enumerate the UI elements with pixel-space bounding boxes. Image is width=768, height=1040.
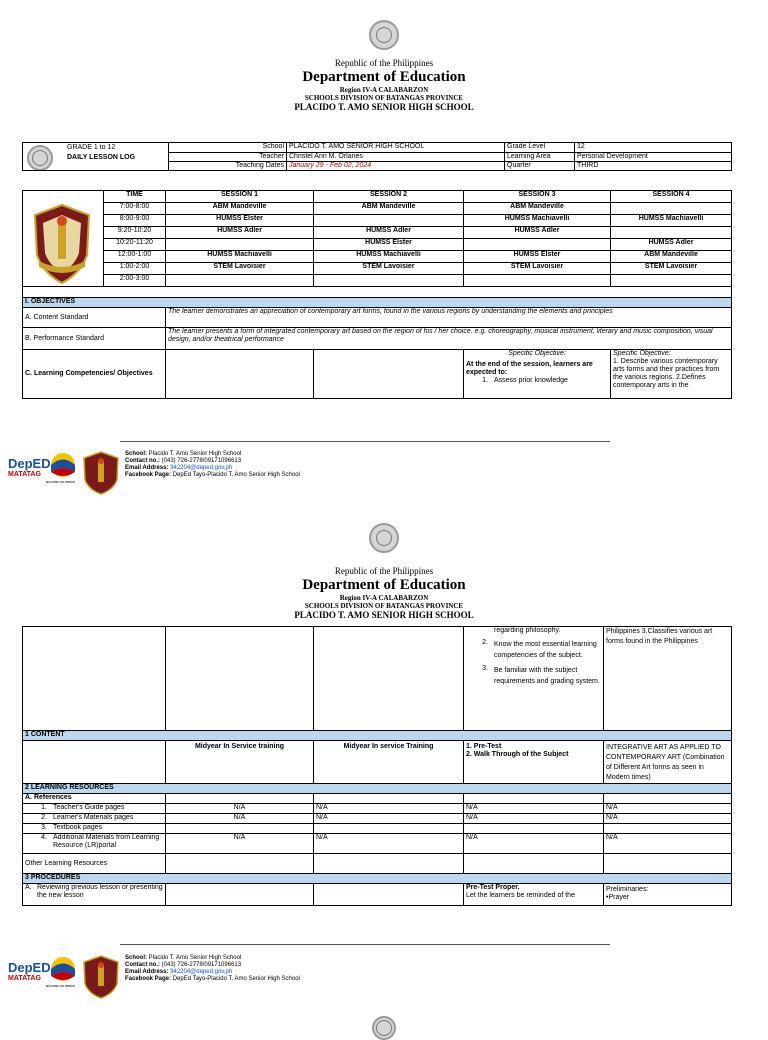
schedule-time: 9:20-10:20 <box>104 227 166 239</box>
schedule-cell: HUMSS Adler <box>464 227 611 239</box>
school-logo-icon <box>27 145 53 171</box>
dll-title: DAILY LESSON LOG <box>67 154 136 161</box>
footer-school-label: School: <box>125 955 147 961</box>
schedule-cell <box>314 215 464 227</box>
footer-contact-label: Contact no.: <box>125 962 160 968</box>
info-title-cell <box>23 143 169 171</box>
footer-school-value: Placido T. Amo Senior High School <box>148 955 242 961</box>
deped-logo-text: DepED <box>8 456 51 471</box>
schedule-cell <box>166 239 314 251</box>
resource-cell: N/A <box>604 834 732 854</box>
content-session1: Midyear In Service training <box>166 741 314 784</box>
footer-divider <box>120 441 610 442</box>
school-crest-cell <box>23 191 104 287</box>
bagong-pilipinas-logo-icon <box>48 956 78 984</box>
schedule-time: 2:00-3:00 <box>104 275 166 287</box>
footer-divider <box>120 944 610 945</box>
lesson-table <box>22 626 732 906</box>
region-text: Region IV-A CALABARZON <box>339 86 429 94</box>
footer-fb-value: DepEd Tayo-Placido T. Amo Senior High School <box>172 976 300 982</box>
resource-cell <box>464 824 604 834</box>
competencies-session1 <box>166 350 314 399</box>
references-cell <box>166 794 314 804</box>
content-label-cell <box>23 741 166 784</box>
competencies-session4 <box>611 350 732 399</box>
schedule-header-session1: SESSION 1 <box>166 191 314 203</box>
content-pretest: 1. Pre-Test <box>466 743 502 750</box>
objective-item <box>466 665 601 687</box>
schedule-cell: STEM Lavoisier <box>166 263 314 275</box>
letterhead <box>0 566 768 621</box>
resource-name: Additional Materials from Learning Resource (LR)portal <box>53 834 160 849</box>
procedure-a-session4 <box>604 884 732 906</box>
objective-intro: At the end of the session, learners are expected to: <box>466 361 593 376</box>
schedule-time: 8:00-9:00 <box>104 215 166 227</box>
objective-item-number: 3. <box>482 665 488 672</box>
schedule-cell: HUMSS Adler <box>166 227 314 239</box>
deped-logo <box>8 456 51 478</box>
school-title: PLACIDO T. AMO SENIOR HIGH SCHOOL <box>294 610 474 620</box>
schedule-cell <box>611 203 732 215</box>
school-title: PLACIDO T. AMO SENIOR HIGH SCHOOL <box>294 102 474 112</box>
footer-email-label: Email Address: <box>125 465 169 471</box>
quarter-label: Quarter <box>505 162 575 171</box>
deped-logo-text: DepED <box>8 960 51 975</box>
teacher-value: Christel Ann M. Orlanes <box>287 153 505 162</box>
schedule-table <box>22 190 732 399</box>
schedule-cell: STEM Lavoisier <box>314 263 464 275</box>
procedure-a-label <box>23 884 166 906</box>
objective-item-number: 1. <box>482 377 488 384</box>
quarter-value: THIRD <box>575 162 732 171</box>
dates-label: Teaching Dates <box>169 162 287 171</box>
spacer-row <box>23 287 732 298</box>
schedule-cell: HUMSS Machiavelli <box>464 215 611 227</box>
objective-item-text: Assess prior knowledge <box>494 377 568 384</box>
content-session4: INTEGRATIVE ART AS APPLIED TO CONTEMPORARY ART (Combination of Different Art forms as seen in Modern times) <box>604 741 732 784</box>
schedule-cell: STEM Lavoisier <box>611 263 732 275</box>
procedure-letter: A. <box>25 884 32 891</box>
schedule-header-session2: SESSION 2 <box>314 191 464 203</box>
footer-fb-value: DepEd Tayo-Placido T. Amo Senior High School <box>172 472 300 478</box>
schedule-cell: ABM Mandeville <box>314 203 464 215</box>
content-standard-text: The learner demonstrates an appreciation of contemporary art forms, found in the various regions by understanding the elements and principles <box>166 308 732 328</box>
procedure-a-session1 <box>166 884 314 906</box>
teacher-label: Teacher <box>169 153 287 162</box>
deped-seal-icon <box>369 20 399 50</box>
references-cell <box>314 794 464 804</box>
footer-contact-value: (043) 726-2778/09171096613 <box>161 962 242 968</box>
competencies-session2 <box>314 350 464 399</box>
competencies-session3 <box>464 350 611 399</box>
matatag-text: MATATAG <box>8 975 41 982</box>
procedures-heading: 3 PROCEDURES <box>23 874 732 884</box>
other-resources-label: Other Learning Resources <box>23 854 166 874</box>
objectives-heading: I. OBJECTIVES <box>23 298 732 308</box>
resource-label <box>23 834 166 854</box>
footer-contact-label: Contact no.: <box>125 458 160 464</box>
schedule-cell: HUMSS Adler <box>314 227 464 239</box>
schedule-cell <box>611 227 732 239</box>
schedule-cell: HUMSS Machiavelli <box>166 251 314 263</box>
procedure-a-session3 <box>464 884 604 906</box>
competencies-cont-session1 <box>166 627 314 731</box>
schedule-cell: HUMSS Elster <box>464 251 611 263</box>
school-value: PLACIDO T. AMO SENIOR HIGH SCHOOL <box>287 143 505 153</box>
school-crest-icon <box>31 201 93 287</box>
resource-cell <box>166 824 314 834</box>
resource-cell: N/A <box>464 814 604 824</box>
footer-contact-value: (043) 726-2778/09171096613 <box>161 458 242 464</box>
resource-cell: N/A <box>604 814 732 824</box>
grade-title: GRADE 1 to 12 <box>67 144 116 151</box>
footer-email-link[interactable]: 342204@deped.gov.ph <box>170 969 233 975</box>
schedule-cell: ABM Mandeville <box>611 251 732 263</box>
division-text: SCHOOLS DIVISION OF BATANGAS PROVINCE <box>304 94 464 102</box>
resource-label <box>23 824 166 834</box>
resource-cell: N/A <box>166 814 314 824</box>
objective-text: 1. Describe various contemporary arts forms and their practices from the various regions. 2.Defines contemporary arts in the <box>613 358 720 389</box>
resource-number: 4. <box>41 834 47 841</box>
content-session2: Midyear In service Training <box>314 741 464 784</box>
objective-item-text: Know the most essential learning competencies of the subject. <box>494 641 597 659</box>
specific-objective-label: Specific Objective: <box>613 350 671 357</box>
objective-continuation: regarding philosophy. <box>494 627 561 634</box>
schedule-cell: HUMSS Elster <box>314 239 464 251</box>
schedule-cell: HUMSS Machiavelli <box>611 215 732 227</box>
letterhead <box>0 58 768 113</box>
competencies-cont-label <box>23 627 166 731</box>
resource-label <box>23 804 166 814</box>
resource-cell: N/A <box>604 804 732 814</box>
references-cell <box>604 794 732 804</box>
schedule-header-session3: SESSION 3 <box>464 191 611 203</box>
area-value: Personal Development <box>575 153 732 162</box>
footer-school-label: School: <box>125 451 147 457</box>
other-resources-cell <box>604 854 732 874</box>
resource-name: Textbook pages <box>53 824 103 831</box>
area-label: Learning Area <box>505 153 575 162</box>
resource-cell: N/A <box>314 804 464 814</box>
republic-text: Republic of the Philippines <box>334 58 434 68</box>
performance-standard-label: B. Performance Standard <box>23 328 166 350</box>
schedule-cell: STEM Lavoisier <box>464 263 611 275</box>
info-table <box>22 142 732 171</box>
content-walkthrough: 2. Walk Through of the Subject <box>466 751 569 758</box>
deped-logo <box>8 960 51 982</box>
content-session3 <box>464 741 604 784</box>
resource-name: Teacher's Guide pages <box>53 804 125 811</box>
competencies-cont-session2 <box>314 627 464 731</box>
school-label: School <box>169 143 287 153</box>
schedule-cell: ABM Mandeville <box>166 203 314 215</box>
schedule-cell: ABM Mandeville <box>464 203 611 215</box>
resource-cell: N/A <box>166 834 314 854</box>
objective-item <box>466 377 608 385</box>
resource-cell: N/A <box>314 814 464 824</box>
footer-fb-label: Facebook Page: <box>125 472 172 478</box>
schedule-cell: HUMSS Machiavelli <box>314 251 464 263</box>
references-cell <box>464 794 604 804</box>
resource-cell: N/A <box>464 834 604 854</box>
schedule-cell <box>611 275 732 287</box>
competencies-cont-session3 <box>464 627 604 731</box>
resource-cell <box>314 824 464 834</box>
specific-objective-label: Specific Objective: <box>508 350 566 357</box>
preliminaries-text: Preliminaries: <box>606 886 649 893</box>
content-standard-label: A. Content Standard <box>23 308 166 328</box>
resource-cell <box>604 824 732 834</box>
resource-cell: N/A <box>464 804 604 814</box>
schedule-time: 7:00-8:00 <box>104 203 166 215</box>
objective-item <box>466 639 601 661</box>
competencies-label: C. Learning Competencies/ Objectives <box>23 350 166 399</box>
resource-number: 2. <box>41 814 47 821</box>
republic-text: Republic of the Philippines <box>334 566 434 576</box>
pretest-proper-text: Let the learners be reminded of the <box>466 892 575 899</box>
schedule-cell <box>464 239 611 251</box>
dates-value: January 29 - Feb 02, 2024 <box>287 162 505 171</box>
objective-item-text: Be familiar with the subject requirements and grading system. <box>494 667 600 685</box>
schedule-cell: HUMSS Elster <box>166 215 314 227</box>
footer-email-label: Email Address: <box>125 969 169 975</box>
objective-item-number: 2. <box>482 639 488 646</box>
competencies-cont-session4: Philippines 3.Classifies various art forms found in the Philippines <box>604 627 732 731</box>
pretest-proper-title: Pre-Test Proper. <box>466 884 520 891</box>
schedule-time: 10:20-11:20 <box>104 239 166 251</box>
content-heading: 1 CONTENT <box>23 731 732 741</box>
procedure-name: Reviewing previous lesson or presenting the new lesson <box>37 884 163 899</box>
schedule-header-time: TIME <box>104 191 166 203</box>
region-text: Region IV-A CALABARZON <box>339 594 429 602</box>
bagong-text: BAGONG PILIPINAS <box>46 480 76 484</box>
footer-info <box>125 955 300 983</box>
bagong-pilipinas-logo-icon <box>48 452 78 480</box>
resource-number: 3. <box>41 824 47 831</box>
bagong-text: BAGONG PILIPINAS <box>46 984 76 988</box>
footer-email-link[interactable]: 342204@deped.gov.ph <box>170 465 233 471</box>
schedule-cell <box>314 275 464 287</box>
schedule-cell <box>166 275 314 287</box>
division-text: SCHOOLS DIVISION OF BATANGAS PROVINCE <box>304 602 464 610</box>
schedule-cell: HUMSS Adler <box>611 239 732 251</box>
procedure-a-session2 <box>314 884 464 906</box>
deped-seal-icon <box>369 523 399 553</box>
deped-seal-icon <box>372 1016 396 1040</box>
resources-heading: 2 LEARNING RESOURCES <box>23 784 732 794</box>
other-resources-cell <box>464 854 604 874</box>
grade-value: 12 <box>575 143 732 153</box>
resource-label <box>23 814 166 824</box>
schedule-header-session4: SESSION 4 <box>611 191 732 203</box>
school-crest-small-icon <box>82 954 120 1000</box>
resource-number: 1. <box>41 804 47 811</box>
other-resources-cell <box>314 854 464 874</box>
department-title: Department of Education <box>302 69 466 85</box>
school-crest-small-icon <box>82 450 120 496</box>
footer-fb-label: Facebook Page: <box>125 976 172 982</box>
other-resources-cell <box>166 854 314 874</box>
schedule-time: 12:00-1:00 <box>104 251 166 263</box>
performance-standard-text: The learner presents a form of integrated contemporary art based on the region of his / her choice. e.g. choreography, musical instrument, literary and music composition, visual design, and/or theatrical performance <box>166 328 732 350</box>
schedule-cell <box>464 275 611 287</box>
prayer-text: •Prayer <box>606 894 630 901</box>
resource-name: Learner's Materials pages <box>53 814 134 821</box>
department-title: Department of Education <box>302 577 466 593</box>
footer-school-value: Placido T. Amo Senior High School <box>148 451 242 457</box>
schedule-time: 1:00-2:00 <box>104 263 166 275</box>
resource-cell: N/A <box>314 834 464 854</box>
references-label: A. References <box>23 794 166 804</box>
matatag-text: MATATAG <box>8 471 41 478</box>
resource-cell: N/A <box>166 804 314 814</box>
grade-label: Grade Level <box>505 143 575 153</box>
footer-info <box>125 451 300 479</box>
